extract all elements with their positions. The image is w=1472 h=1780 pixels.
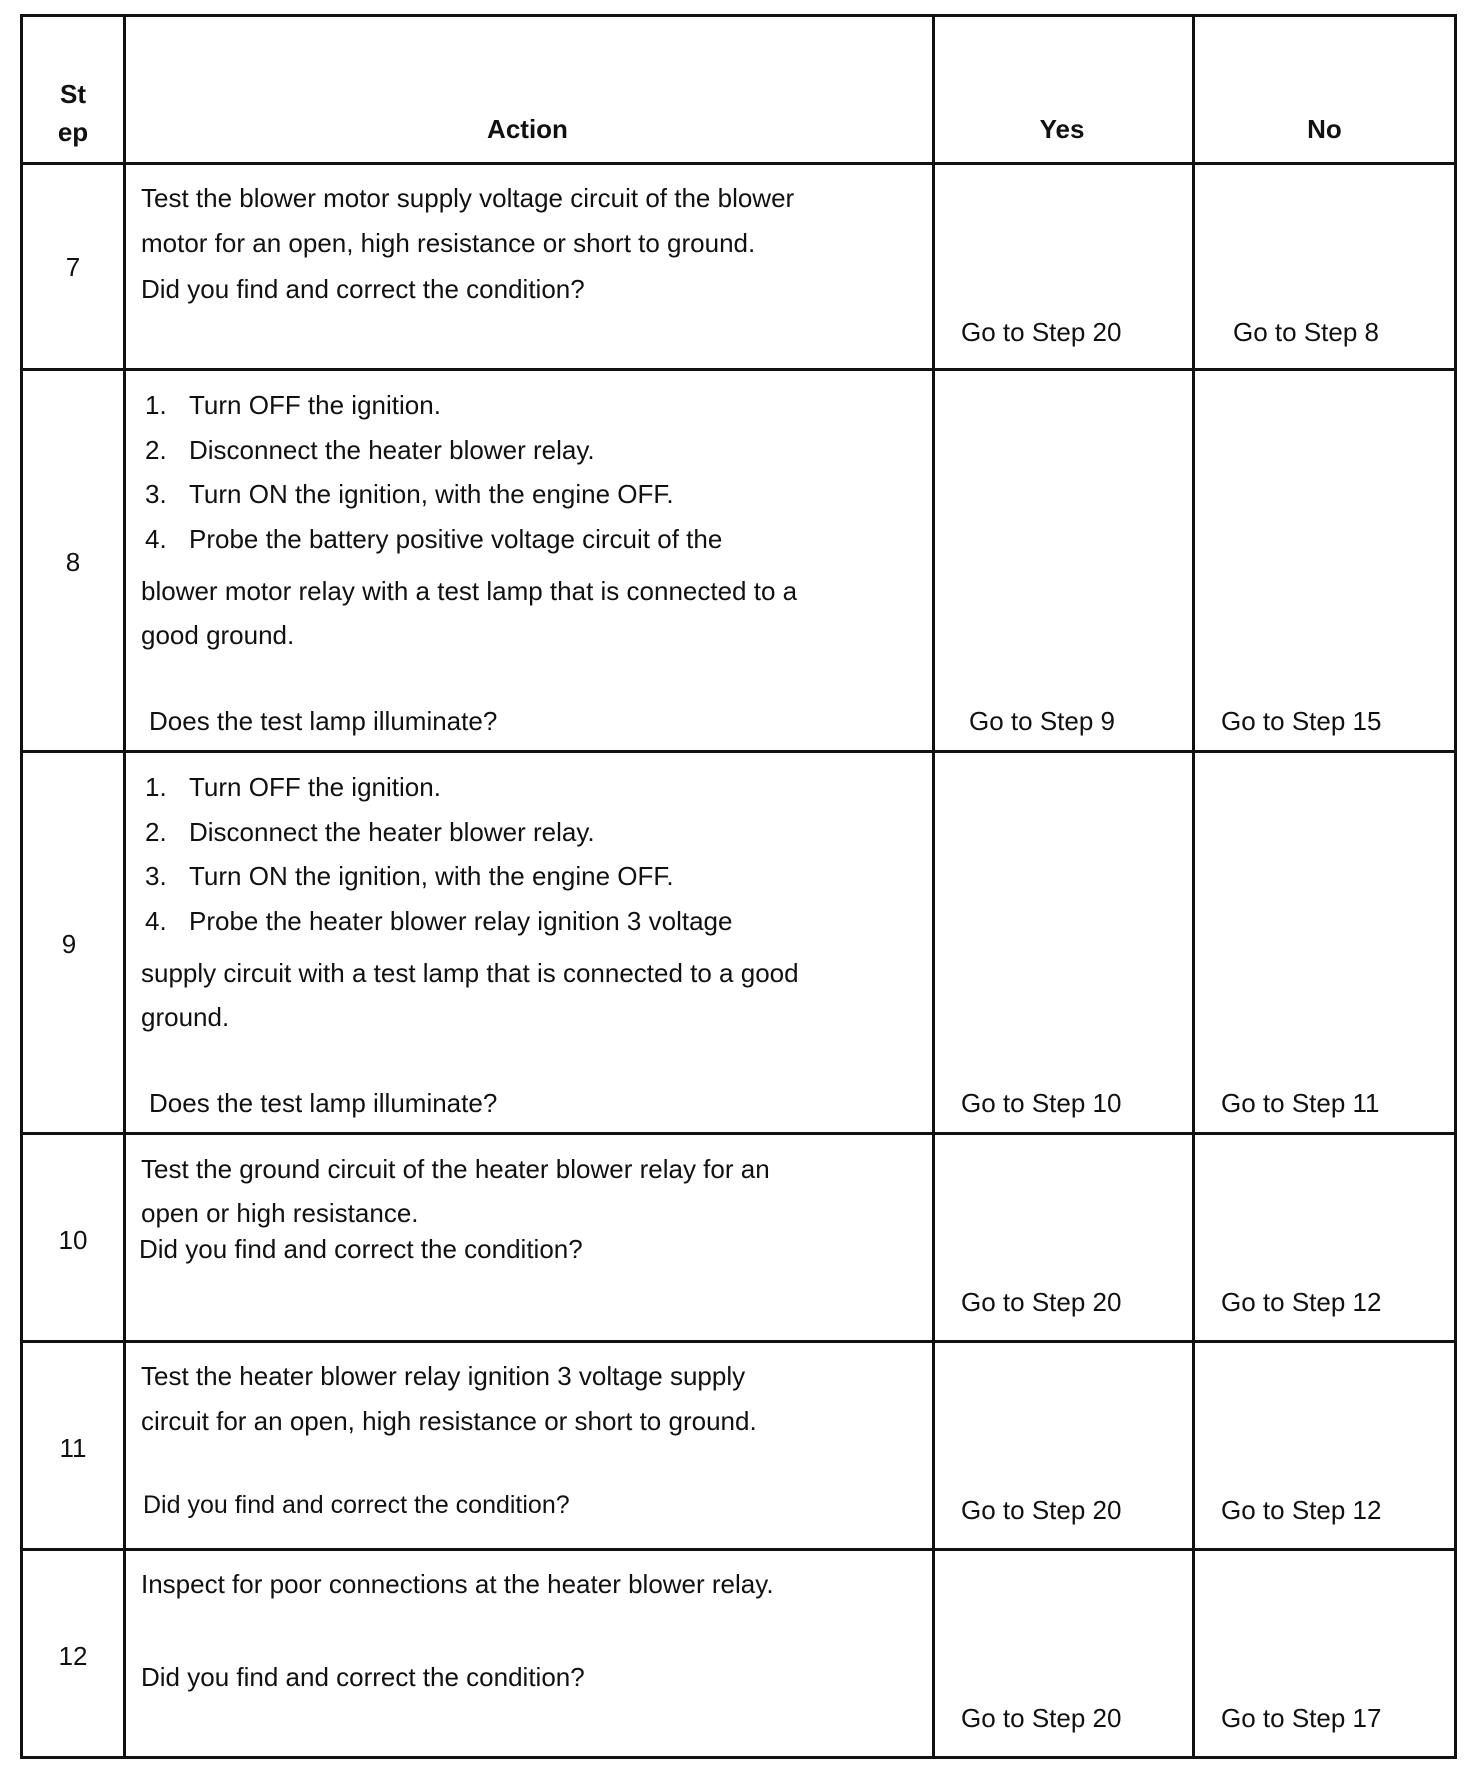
- step-number: 8: [65, 547, 81, 577]
- action-line: Test the blower motor supply voltage circuit of the blower: [141, 183, 795, 213]
- column-divider: [932, 17, 935, 1756]
- column-divider: [123, 17, 126, 1756]
- list-item: 1. Turn OFF the ignition.: [145, 390, 441, 420]
- no-result: Go to Step 15: [1221, 706, 1382, 736]
- action-steps: [141, 383, 722, 561]
- yes-result: Go to Step 20: [961, 1495, 1122, 1525]
- action-line: blower motor relay with a test lamp that is connected to a: [141, 576, 798, 606]
- row-divider: [23, 1340, 1454, 1343]
- row-divider: [23, 1132, 1454, 1135]
- step-number: 11: [59, 1433, 87, 1463]
- yes-result: Go to Step 20: [961, 1287, 1122, 1317]
- diagnostic-table: [20, 14, 1457, 1759]
- header-step: St ep: [57, 79, 89, 147]
- action-steps: [141, 765, 732, 943]
- yes-result: Go to Step 10: [961, 1088, 1122, 1118]
- action-question: Does the test lamp illuminate?: [149, 706, 498, 736]
- action-question: Did you find and correct the condition?: [139, 1234, 583, 1264]
- action-question: Does the test lamp illuminate?: [149, 1088, 498, 1118]
- list-item: 2. Disconnect the heater blower relay.: [145, 816, 595, 847]
- no-result: Go to Step 12: [1221, 1287, 1382, 1317]
- no-result: Go to Step 12: [1221, 1495, 1382, 1525]
- header-yes: Yes: [1039, 114, 1085, 144]
- no-result: Go to Step 8: [1233, 317, 1379, 347]
- list-item: 3. Turn ON the ignition, with the engine OFF.: [145, 861, 674, 891]
- step-number: 9: [61, 929, 77, 959]
- action-line: Test the ground circuit of the heater blower relay for an: [141, 1154, 770, 1184]
- action-line: good ground.: [141, 620, 295, 650]
- yes-result: Go to Step 9: [969, 706, 1115, 736]
- yes-result: Go to Step 20: [961, 317, 1122, 347]
- row-divider: [23, 1548, 1454, 1551]
- no-result: Go to Step 17: [1221, 1703, 1382, 1733]
- action-line: circuit for an open, high resistance or short to ground.: [141, 1406, 757, 1436]
- row-divider: [23, 368, 1454, 371]
- step-number: 10: [58, 1225, 88, 1255]
- yes-result: Go to Step 20: [961, 1703, 1122, 1733]
- list-item: 4. Probe the heater blower relay ignition 3 voltage: [145, 905, 733, 936]
- action-line: Inspect for poor connections at the heater blower relay.: [141, 1569, 774, 1599]
- header-no: No: [1307, 114, 1342, 144]
- action-line: motor for an open, high resistance or short to ground.: [141, 228, 756, 258]
- column-divider: [1192, 17, 1195, 1756]
- list-item: 2. Disconnect the heater blower relay.: [145, 434, 595, 465]
- action-line: open or high resistance.: [141, 1198, 419, 1228]
- action-line: Test the heater blower relay ignition 3 voltage supply: [141, 1361, 746, 1391]
- step-number: 7: [65, 252, 81, 282]
- action-line: supply circuit with a test lamp that is connected to a good: [141, 958, 799, 988]
- action-line: ground.: [141, 1002, 230, 1032]
- row-divider: [23, 162, 1454, 165]
- action-question: Did you find and correct the condition?: [141, 1662, 585, 1692]
- no-result: Go to Step 11: [1221, 1088, 1380, 1118]
- step-number: 12: [58, 1641, 88, 1671]
- list-item: 4. Probe the battery positive voltage circuit of the: [145, 523, 723, 554]
- list-item: 3. Turn ON the ignition, with the engine OFF.: [145, 479, 674, 509]
- action-line: Did you find and correct the condition?: [141, 274, 585, 304]
- row-divider: [23, 750, 1454, 753]
- list-item: 1. Turn OFF the ignition.: [145, 772, 441, 802]
- action-question: Did you find and correct the condition?: [143, 1491, 570, 1519]
- header-action: Action: [487, 114, 568, 144]
